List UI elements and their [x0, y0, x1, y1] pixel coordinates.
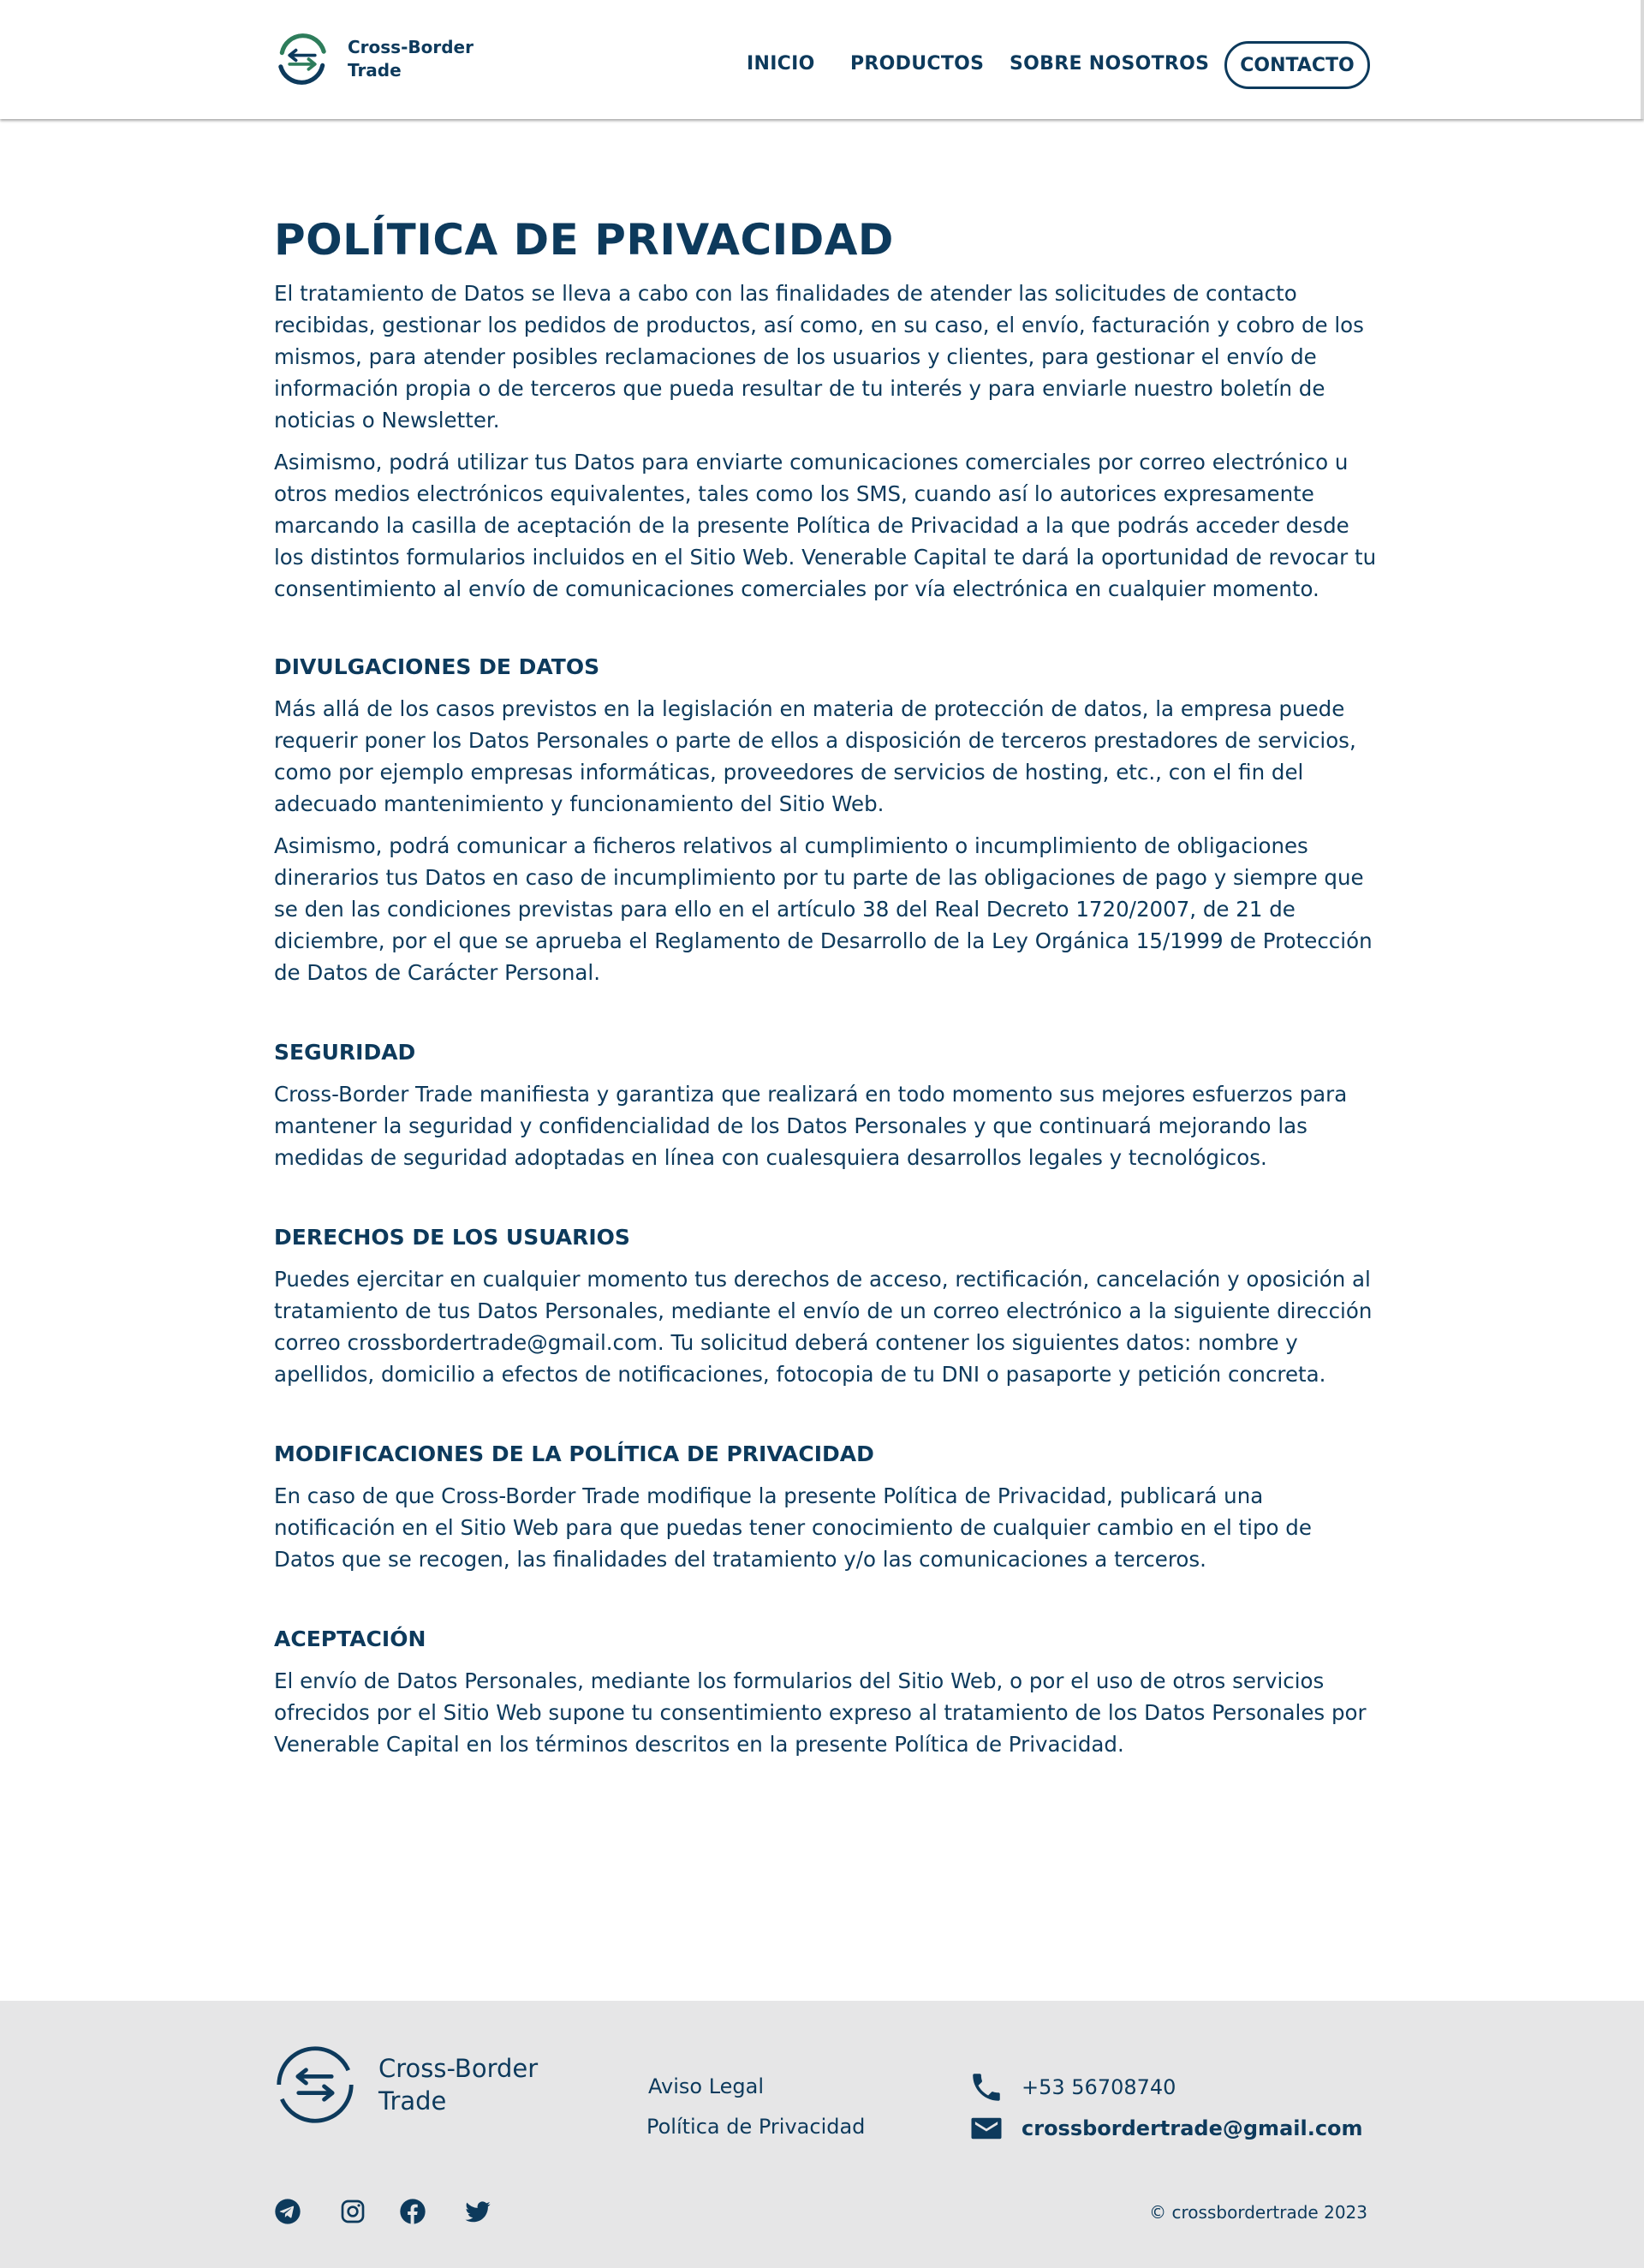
section-paragraph: Puedes ejercitar en cualquier momento tus derechos de acceso, rectificación, cancelación y oposición al tratamiento de tus Datos Personales, mediante el envío de un correo electrónico a la siguiente dirección correo crossbordertrade@gmail.com. Tu solicitud deberá contener los siguientes datos: nombre y apellidos, domicilio a efectos de notificaciones, fotocopia de tu DNI o pasaporte y petición concreta. — [274, 1267, 1373, 1387]
section-paragraph: En caso de que Cross-Border Trade modifique la presente Política de Privacidad, publicará una notificación en el Sitio Web para que puedas tener conocimiento de cualquier cambio en el tipo de Datos que se recogen, las finalidades del tratamiento y/o las comunicaciones a terceros. — [274, 1483, 1312, 1572]
logo-icon — [274, 2044, 356, 2126]
phone-number: +53 56708740 — [1022, 2075, 1176, 2099]
telegram-icon[interactable] — [274, 2198, 303, 2227]
logo-text: Cross-Border Trade — [348, 37, 474, 81]
section-paragraph: Cross-Border Trade manifiesta y garantiza que realizará en todo momento sus mejores esfuerzos para mantener la seguridad y confidencialidad de los Datos Personales y que continuará mejorando las medidas de seguridad adoptadas en línea con cualesquiera desarrollos legales y tecnológicos. — [274, 1082, 1348, 1170]
copyright: © crossbordertrade 2023 — [1149, 2202, 1367, 2223]
twitter-icon[interactable] — [464, 2198, 493, 2227]
section-heading: MODIFICACIONES DE LA POLÍTICA DE PRIVACIDAD — [274, 1441, 874, 1466]
facebook-icon[interactable] — [399, 2198, 428, 2227]
footer-phone[interactable] — [968, 2069, 1176, 2105]
site-footer — [0, 2001, 1644, 2268]
section-heading: SEGURIDAD — [274, 1040, 416, 1065]
mail-icon — [968, 2110, 1004, 2146]
section-heading: ACEPTACIÓN — [274, 1626, 426, 1651]
section-paragraph: Asimismo, podrá comunicar a ficheros relativos al cumplimiento o incumplimiento de obligaciones dinerarios tus Datos en caso de incumplimiento por tu parte de las obligaciones de pago y siempre que se den las condiciones previstas para ello en el artículo 38 del Real Decreto 1720/2007, de 21 de diciembre, por el que se aprueba el Reglamento de Desarrollo de la Ley Orgánica 15/1999 de Protección de Datos de Carácter Personal. — [274, 833, 1373, 985]
section-derechos — [274, 1221, 1379, 1390]
main-nav — [0, 41, 1641, 87]
site-header — [0, 0, 1644, 119]
section-seguridad — [274, 1036, 1379, 1173]
section-paragraph: Más allá de los casos previstos en la legislación en materia de protección de datos, la empresa puede requerir poner los Datos Personales o parte de ellos a disposición de terceros prestadores de servicios, como por ejemplo empresas informáticas, proveedores de servicios de hosting, etc., con el fin del adecuado mantenimiento y funcionamiento del Sitio Web. — [274, 696, 1356, 816]
page-title: POLÍTICA DE PRIVACIDAD — [274, 215, 894, 265]
nav-inicio[interactable]: INICIO — [747, 53, 815, 75]
contact-button[interactable]: CONTACTO — [1224, 41, 1370, 89]
footer-logo-text: Cross-Border Trade — [378, 2054, 539, 2116]
phone-icon — [968, 2069, 1004, 2105]
section-heading: DERECHOS DE LOS USUARIOS — [274, 1225, 630, 1250]
nav-sobre-nosotros[interactable]: SOBRE NOSOTROS — [1010, 53, 1210, 75]
email-address: crossbordertrade@gmail.com — [1022, 2116, 1363, 2140]
section-heading: DIVULGACIONES DE DATOS — [274, 654, 600, 679]
intro-paragraph: Asimismo, podrá utilizar tus Datos para enviarte comunicaciones comerciales por correo electrónico u otros medios electrónicos equivalentes, tales como los SMS, cuando así lo autorices expresamente marcando la casilla de aceptación de la presente Política de Privacidad a la que podrás acceder desde los distintos formularios incluidos en el Sitio Web. Venerable Capital te dará la oportunidad de revocar tu consentimiento al envío de comunicaciones comerciales por vía electrónica en cualquier momento. — [274, 450, 1377, 601]
footer-link-aviso-legal[interactable]: Aviso Legal — [648, 2074, 765, 2098]
footer-link-politica-privacidad[interactable]: Política de Privacidad — [646, 2115, 866, 2139]
section-divulgaciones — [274, 651, 1379, 988]
section-paragraph: El envío de Datos Personales, mediante los formularios del Sitio Web, o por el uso de otros servicios ofrecidos por el Sitio Web supone tu consentimiento expreso al tratamiento de los Datos Personales por Venerable Capital en los términos descritos en la presente Política de Privacidad. — [274, 1668, 1367, 1757]
nav-productos[interactable]: PRODUCTOS — [850, 53, 985, 75]
privacy-content — [274, 206, 1379, 1770]
section-modificaciones — [274, 1438, 1379, 1575]
footer-logo[interactable] — [274, 2044, 567, 2126]
intro-paragraph: El tratamiento de Datos se lleva a cabo con las finalidades de atender las solicitudes de contacto recibidas, gestionar los pedidos de productos, así como, en su caso, el envío, facturación y cobro de los mismos, para atender posibles reclamaciones de los usuarios y clientes, para gestionar el envío de información propia o de terceros que pueda resultar de tu interés y para enviarle nuestro boletín de noticias o Newsletter. — [274, 281, 1364, 433]
section-aceptacion — [274, 1623, 1379, 1760]
instagram-icon[interactable] — [339, 2198, 368, 2227]
footer-email[interactable] — [968, 2110, 1363, 2146]
